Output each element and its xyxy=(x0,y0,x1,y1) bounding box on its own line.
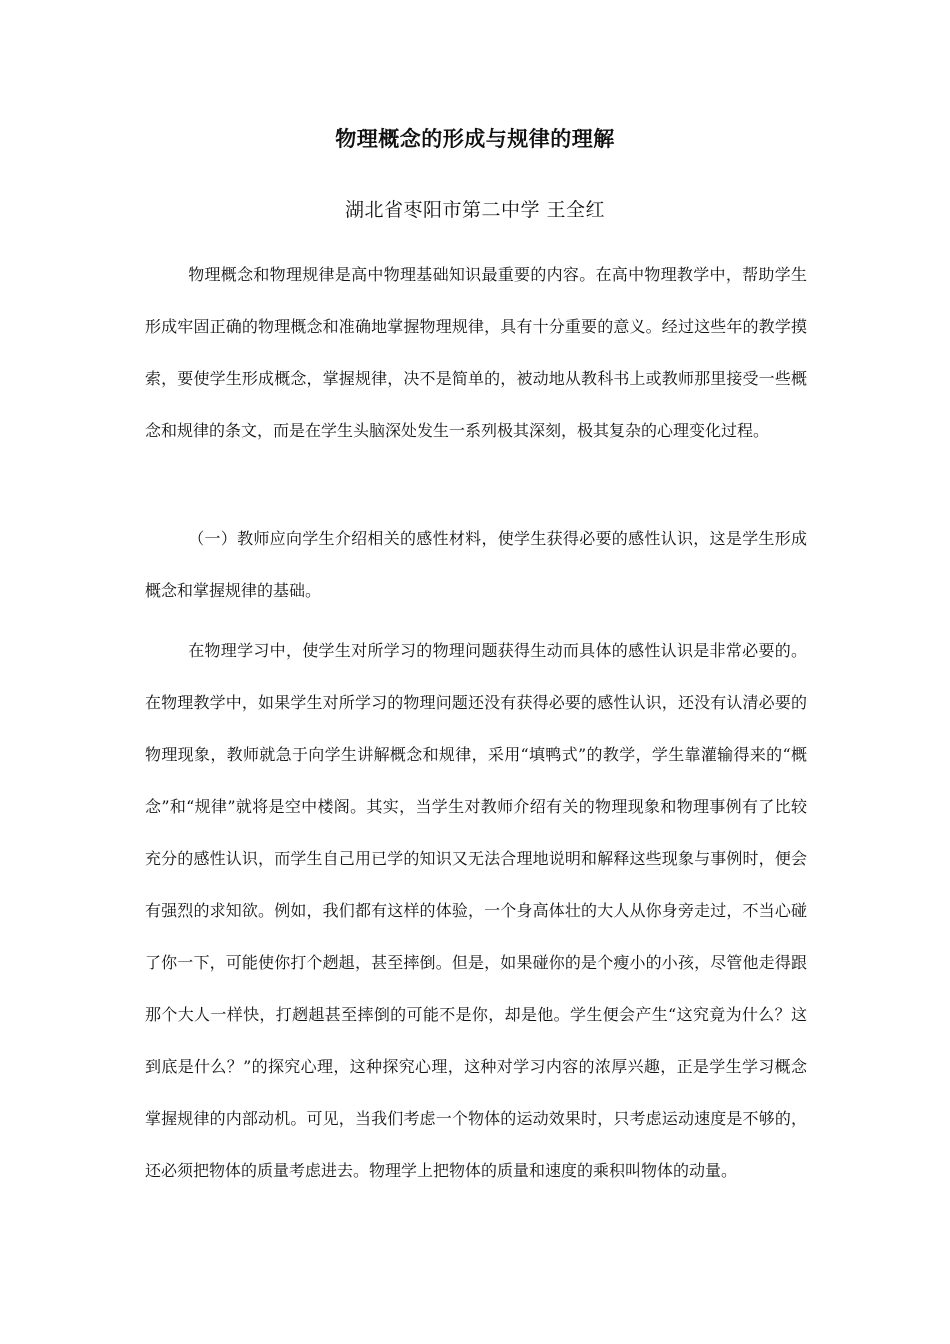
paragraph-body: 在物理学习中，使学生对所学习的物理问题获得生动而具体的感性认识是非常必要的。在物理教学中，如果学生对所学习的物理问题还没有获得必要的感性认识，还没有认清必要的物理现象，教师就急于向学生讲解概念和规律，采用“填鸭式”的教学，学生靠灌输得来的“概念”和“规律”就将是空中楼阁。其实，当学生对教师介绍有关的物理现象和物理事例有了比较充分的感性认识，而学生自己用已学的知识又无法合理地说明和解释这些现象与事例时，便会有强烈的求知欲。例如，我们都有这样的体验，一个身高体壮的大人从你身旁走过，不当心碰了你一下，可能使你打个趔趄，甚至摔倒。但是，如果碰你的是个瘦小的小孩，尽管他走得跟那个大人一样快，打趔趄甚至摔倒的可能不是你，却是他。学生便会产生“这究竟为什么？这到底是什么？”的探究心理，这种探究心理，这种对学习内容的浓厚兴趣，正是学生学习概念掌握规律的内部动机。可见，当我们考虑一个物体的运动效果时，只考虑运动速度是不够的，还必须把物体的质量考虑进去。物理学上把物体的质量和速度的乘积叫物体的动量。 xyxy=(145,641,807,1180)
paragraph-intro: 物理概念和物理规律是高中物理基础知识最重要的内容。在高中物理教学中，帮助学生形成牢固正确的物理概念和准确地掌握物理规律，具有十分重要的意义。经过这些年的教学摸索，要使学生形成概念，掌握规律，决不是简单的，被动地从教科书上或教师那里接受一些概念和规律的条文，而是在学生头脑深处发生一系列极其深刻，极其复杂的心理变化过程。 xyxy=(145,265,807,440)
document-title: 物理概念的形成与规律的理解 xyxy=(335,126,615,151)
author-line: 湖北省枣阳市第二中学 王全红 xyxy=(344,199,606,221)
paragraph-section-heading: （一）教师应向学生介绍相关的感性材料，使学生获得必要的感性认识，这是学生形成概念和掌握规律的基础。 xyxy=(145,529,807,600)
